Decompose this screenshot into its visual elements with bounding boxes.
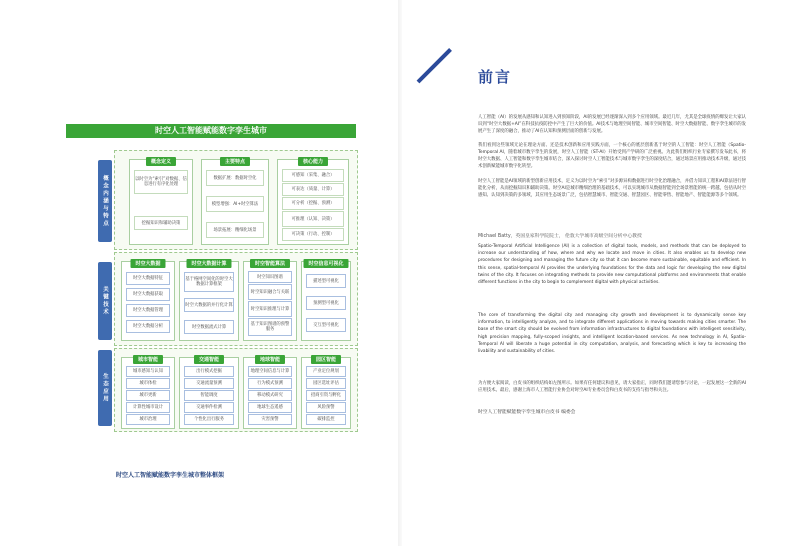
cell: 时空数据流式计算 xyxy=(184,320,234,334)
column-title: 城市智能 xyxy=(133,355,163,364)
cell: 可表达（质量、计算） xyxy=(282,183,344,196)
column-title: 概念定义 xyxy=(146,157,176,166)
cell: 预测型可视化 xyxy=(306,296,346,310)
column-title: 地球智能 xyxy=(255,355,285,364)
cell: 城市体检 xyxy=(126,378,170,389)
closing-paragraph: 为方便大家阅读，白皮书的组织结构如左图所示。如果有任何建议和意见，请大家指正，同时我们邀请您参与讨论，一起发展这一全新的AI应用技术。最后，感谢上海市人工智能行业协会对时空AI专业委员会和白皮书的支持与指导和关注。 xyxy=(478,381,746,393)
column-title: 时空智能算法 xyxy=(250,259,290,268)
cell: 移动模式研究 xyxy=(248,390,292,401)
cell: 时空大数据分析 xyxy=(126,320,170,333)
decorative-slash xyxy=(417,48,452,83)
preface-paragraph-3: 时空人工智能是AI领域的新型创新应用技术，定义为以时空为“索引”对多源异构数据进行时空化治理融合，并借力知识工程和AI算法进行智能化分析，从而挖掘知识和辅助决策。时空AI是城市精细治理的基础技术，可以实现城市从数据智能到全场景智能的统一跨越，包括从时空感知、认知到决策的多领域，其应用生态场景广泛，包括智慧城市、智能交通、智慧园区、智能零售、智能地产、智能能源等多个领域。 xyxy=(478,179,746,198)
english-paragraph: The core of transforming the digital city and managing city growth and development is to dynamically sense key information, to intelligently analyze, and to integrate different applications in moving towards making cities smarter. The base of the smart city should be evolved from information infrastructures to digital foundations with intelligent sensitivity, high precision mapping, fully-scoped insights, and intelligent location-based services. As new technology in AI, Spatio-Temporal AI will liberate a huge potential in city computation, analysis, and forecasting which is key to increasing the livability and sustainability of cities. xyxy=(478,313,746,355)
cell: 时空大数据特征 xyxy=(126,272,170,285)
cell: 时空知识图谱 xyxy=(248,271,292,283)
cell: 灾害预警 xyxy=(248,414,292,425)
cell: 时空大数据的并行化计算 xyxy=(184,298,234,312)
cell: 计算性城市设计 xyxy=(126,402,170,413)
cell: 挖掘知识和辅助决策 xyxy=(134,216,188,230)
cell: 个性化出行服务 xyxy=(184,414,234,425)
column-title: 时空大数据计算 xyxy=(186,259,231,268)
column-transport-intelligence xyxy=(179,357,239,429)
column-title: 时空大数据 xyxy=(130,259,165,268)
column-core-capability xyxy=(277,159,349,245)
cell: 数据扩展：数据时空化 xyxy=(206,170,264,186)
cell: 可感知（采集、融合） xyxy=(282,169,344,182)
cell: 城市感知与认知 xyxy=(126,366,170,377)
cell: 以时空为“索引”对数据、信息进行有序化处理 xyxy=(134,170,188,194)
cell: 城市更新 xyxy=(126,390,170,401)
cell: 行为模式预测 xyxy=(248,378,292,389)
cell: 基于格网空间化的时空大数据计算框架 xyxy=(184,272,234,292)
column-concept-definition xyxy=(129,159,193,245)
figure-title: 时空人工智能赋能数字孪生城市 xyxy=(66,124,356,138)
column-title: 时空信息可视化 xyxy=(303,259,348,268)
cell: 地球生态遥感 xyxy=(248,402,292,413)
editorial-signature: 时空人工智能赋能数字孪生城市白皮书 编委会 xyxy=(478,410,576,415)
quote-text: Spatio-Temporal Artificial Intelligence (AI) is a collection of digital tools, models, and methods that can be deployed to increase our understanding of how, where and why we locate and move in cities. It also enables us to develop new procedures for designing and managing the future city so that it can become more sustainable, equitable and efficient. In this sense, spatial-temporal AI provides the underlying foundations for the data and logic for developing the new digital twins of the city. It focuses on integrating methods to provide new computational platforms and environments that enable different functions in the city to begin to complement digital with physical activities. xyxy=(478,244,746,286)
band-label-ecosystem: 生态应用 xyxy=(98,350,112,426)
cell: 城市治理 xyxy=(126,414,170,425)
cell: 智能调度 xyxy=(184,390,234,401)
cell: 产业定位规划 xyxy=(306,366,346,377)
band-label-key-tech: 关键技术 xyxy=(98,262,112,340)
cell: 描述型可视化 xyxy=(306,274,346,288)
cell: 可决策（行动、控制） xyxy=(282,228,344,241)
framework-figure xyxy=(66,124,356,430)
cell: 园区选址评估 xyxy=(306,378,346,389)
cell: 模型增强：AI+时空算法 xyxy=(206,196,264,212)
cell: 出行模式挖掘 xyxy=(184,366,234,377)
cell: 碳排监控 xyxy=(306,414,346,425)
cell: 基于知识图谱的预警服务 xyxy=(248,318,292,336)
band-label-concept: 概念内涵与特点 xyxy=(98,160,112,242)
column-title: 核心能力 xyxy=(298,157,328,166)
column-city-intelligence xyxy=(121,357,175,429)
cell: 场景拓展：精细化场景 xyxy=(206,222,264,238)
cell: 时空知识融合与关联 xyxy=(248,284,292,300)
cell: 时空知识推理与计算 xyxy=(248,301,292,317)
column-st-big-data xyxy=(121,261,175,341)
column-main-features xyxy=(201,159,269,245)
column-title: 交通智能 xyxy=(194,355,224,364)
cell: 招商引资与孵化 xyxy=(306,390,346,401)
column-park-intelligence xyxy=(301,357,351,429)
column-st-big-data-compute xyxy=(179,261,239,341)
preface-title: 前言 xyxy=(478,68,513,86)
cell: 时空大数据管理 xyxy=(126,304,170,317)
cell: 时空大数据获取 xyxy=(126,288,170,301)
band-concept xyxy=(114,150,358,250)
column-title: 园区智能 xyxy=(311,355,341,364)
quote-author: Michael Batty，英国皇家科学院院士， 伦敦大学城市高级空间分析中心教授 xyxy=(478,234,642,239)
cell: 地理空间信息与计算 xyxy=(248,366,292,377)
column-st-visualization xyxy=(301,261,351,341)
figure-caption: 时空人工智能赋能数字孪生城市整体框架 xyxy=(116,472,225,479)
column-title: 主要特点 xyxy=(220,157,250,166)
page-gutter xyxy=(398,0,402,546)
column-earth-intelligence xyxy=(243,357,297,429)
cell: 可推理（认知、决策） xyxy=(282,211,344,227)
preface-paragraph-2: 我们看到这些领域无论在理论方面、还是技术创新和应用实践方面，一个核心的底层创新基于时空的人工智能：时空人工智能（Spatio-Temporal AI，随着城市数字孪生的发展，时空人工智能（ST-AI）开始受到产学研的广泛重视。为此我们组织行业专家撰写发布此书，将时空大数据、人工智能和数字孪生城市结合，深入探讨时空人工智能技术与城市数字孪生的深度结合，通过场景应用推动技术升级，通过技术创新赋能城市数字化转型。 xyxy=(478,143,746,169)
cell: 可分析（挖掘、预测） xyxy=(282,197,344,210)
preface-paragraph-1: 人工智能（AI）的发展从感知和认知进入到预知阶段，AI的发展已经逐渐深入到多个应用领域。最近几年，尤其是全球疫情的爆发让大家认识到“时空大数据+AI”在科技抗疫防控中产生了巨大的价值。AI技术与地理空间智能、城市空间智能、时空大数据智能、数字孪生城市的发展产生了深度的融合，推动了AI在认知和预测层面的创新与发展。 xyxy=(478,115,746,134)
cell: 风险预警 xyxy=(306,402,346,413)
cell: 交通事件检测 xyxy=(184,402,234,413)
cell: 交互型可视化 xyxy=(306,318,346,332)
cell: 交通流量预测 xyxy=(184,378,234,389)
band-ecosystem xyxy=(114,348,358,432)
band-key-tech xyxy=(114,252,358,346)
column-st-intelligent-algorithms xyxy=(243,261,297,341)
